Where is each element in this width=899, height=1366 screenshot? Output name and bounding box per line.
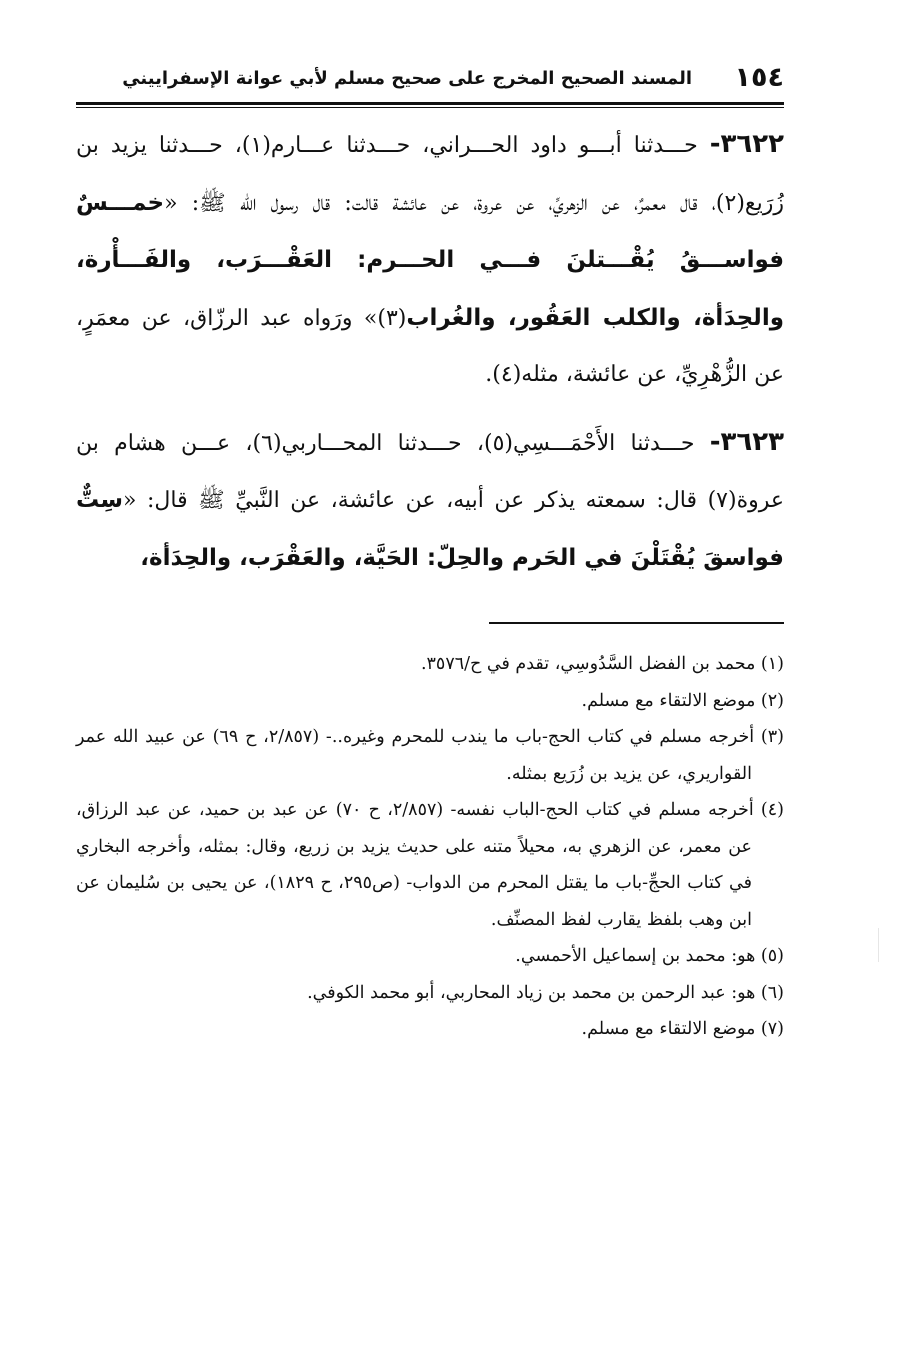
hadith-matn: خمـــسٌ فواســـقُ يُقْـــتلنَ فـــي الحـــرم: العَقْـــرَب، والفَـــأْرة، والحِدَأة، والكلب العَقُور، والغُراب <box>76 189 784 331</box>
hadith-3622 <box>76 116 784 404</box>
footnote: (٦) هو: عبد الرحمن بن محمد بن زياد المحاربي، أبو محمد الكوفي. <box>307 982 784 1003</box>
hadith-3623 <box>76 414 784 588</box>
margin-mark <box>878 928 879 962</box>
hadith-continuation: (٣)» ورَواه عبد الرزّاق، عن معمَرٍ، عن الزُّهْرِيِّ، عن عائشة، مثله(٤). <box>76 305 784 387</box>
main-text <box>76 116 784 587</box>
hadith-matn: سِتٌّ فواسقَ يُقْتَلْنَ في الحَرم والحِلّ: الحَيَّة، والعَقْرَب، والحِدَأة، <box>76 487 784 571</box>
footnote: (٤) أخرجه مسلم في كتاب الحج-الباب نفسه- (٢/٨٥٧، ح ٧٠) عن عبد بن حميد، عن عبد الرزاق، عن معمر، عن الزهري به، محيلاً متنه على حديث يزيد بن زريع، وقال: بمثله، وأخرجه البخاري في كتاب الحجِّ-باب ما يقتل المحرم من الدواب- (ص٢٩٥، ح ١٨٢٩)، عن يحيى بن سُليمان عن ابن وهب بلفظ يقارب لفظ المصنِّف. <box>76 800 784 930</box>
footnote: (٥) هو: محمد بن إسماعيل الأحمسي. <box>515 946 784 966</box>
header-rule-thin <box>76 107 784 108</box>
footnote: (٣) أخرجه مسلم في كتاب الحج-باب ما يندب للمحرم وغيره..- (٢/٨٥٧، ح ٦٩) عن عبيد الله عمر القواريري، عن يزيد بن زُرَيع بمثله. <box>76 727 784 784</box>
footnote: (١) محمد بن الفضل السَّدُوسِي، تقدم في ح/٣٥٧٦. <box>420 654 784 674</box>
header-rule-thick <box>76 102 784 105</box>
running-title: المسند الصحيح المخرج على صحيح مسلم لأبي عوانة الإسفراييني <box>122 68 692 89</box>
hadith-isnad: حـــدثنا الأَحْمَـــسِي(٥)، حـــدثنا المحـــاربي(٦)، عـــن هشام بن عروة(٧) قال: سمعته يذكر عن أبيه، عن عائشة، عن النَّبيِّ ﷺ قال: « <box>76 430 784 513</box>
page-number: ١٥٤ <box>734 62 784 93</box>
hadith-number: ٣٦٢٣- <box>709 426 785 457</box>
footnote-separator <box>489 622 784 624</box>
hadith-number: ٣٦٢٢- <box>709 129 784 159</box>
page-header <box>76 58 784 102</box>
footnotes <box>76 646 784 1048</box>
hadith-isnad: حـــدثنا أبـــو داود الحـــراني، حـــدثنا عـــارم(١)، حـــدثنا يزيد بن زُرَيع(٢)، قال معمرٌ، عن الزهريِّ، عن عروة، عن عائشة قالت: قال رسول الله ﷺ: « <box>76 133 784 216</box>
footnote: (٢) موضع الالتقاء مع مسلم. <box>581 690 784 711</box>
footnote: (٧) موضع الالتقاء مع مسلم. <box>581 1019 784 1039</box>
